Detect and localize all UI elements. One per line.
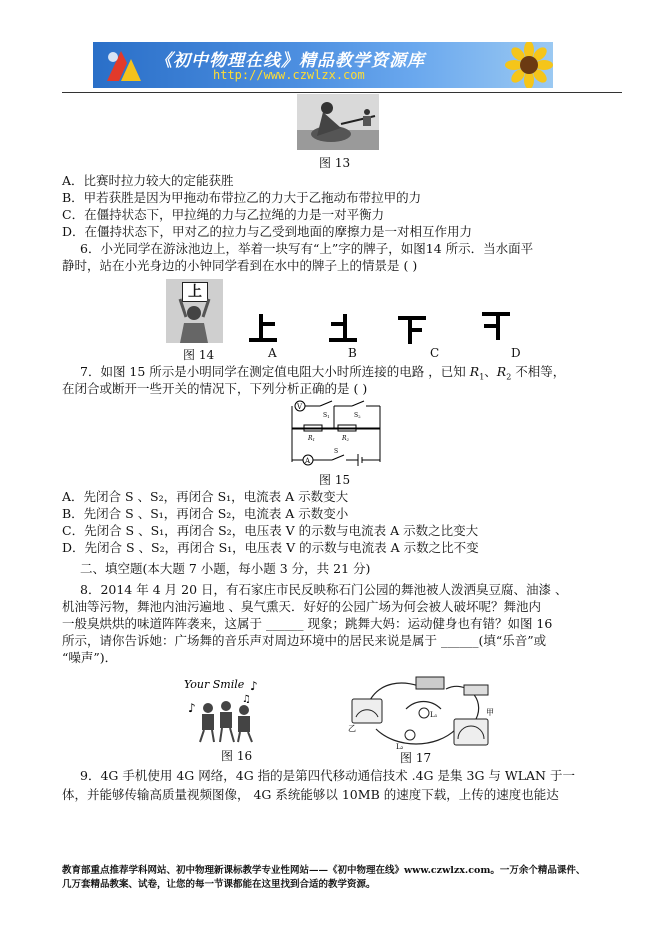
option-a-glyph [247, 312, 279, 344]
option-d-label: D [511, 346, 521, 360]
q8-line4: 所示，请你告诉她：广场舞的音乐声对周边环境中的居民来说是属于 ______(填“乐音”或 [62, 633, 547, 648]
q8-line5: “噪声”)． [62, 650, 118, 665]
option-b-glyph [327, 312, 359, 344]
q5-option-c: C．在僵持状态下，甲拉绳的力与乙拉绳的力是一对平衡力 [62, 207, 385, 222]
q7-line1: 7．如图 15 所示是小明同学在测定值电阻大小时所连接的电路 ，已知 $R_1$、$R_2$ 不相等， [80, 364, 566, 382]
option-a-label: A [268, 346, 277, 360]
footer-line1: 教育部重点推荐学科网站、初中物理新课标教学专业性网站——《初中物理在线》www.czwlzx.com。一万余个精品课件、 [62, 865, 586, 876]
fig14-sign: 上 [182, 282, 208, 302]
fig14-caption: 图 14 [183, 348, 215, 362]
svg-text:R1: R1 [308, 435, 316, 442]
q5-option-d: D．在僵持状态下，甲对乙的拉力与乙受到地面的摩擦力是一对相互作用力 [62, 224, 473, 239]
q9-line2: 体，并能够传输高质量视频图像， 4G 系统能够以 10MB 的速度下载，上传的速度也能达 [62, 787, 559, 802]
svg-text:S: S [334, 448, 339, 455]
svg-text:L₂: L₂ [396, 743, 404, 751]
sunflower-icon [505, 42, 553, 88]
fig17-caption: 图 17 [400, 751, 432, 765]
svg-text:♪: ♪ [188, 701, 196, 715]
banner-title: 《初中物理在线》精品教学资源库 [155, 51, 425, 71]
q8-line2: 机油等污物，舞池内油污遍地 、臭气熏天．好好的公园广场为何会被人破坏呢？舞池内 [62, 599, 541, 614]
fig14-photo [166, 279, 223, 343]
svg-text:乙: 乙 [348, 724, 356, 733]
svg-text:♪: ♪ [250, 679, 258, 693]
option-b-label: B [348, 346, 357, 360]
person-icon [166, 279, 223, 343]
q7-option-c: C．先闭合 S 、S₁，再闭合 S₂，电压表 V 的示数与电流表 A 示数之比变大 [62, 523, 479, 538]
q5-option-b: B．甲若获胜是因为甲拖动布带拉乙的力大于乙拖动布带拉甲的力 [62, 190, 422, 205]
q7-option-a: A．先闭合 S 、S₂，再闭合 S₁，电流表 A 示数变大 [62, 489, 349, 504]
svg-text:S1: S1 [323, 412, 330, 419]
svg-text:R2: R2 [342, 435, 350, 442]
option-c-glyph [396, 314, 428, 346]
header-rule [62, 92, 622, 93]
fig16-image [180, 672, 276, 744]
footer-line2: 几万套精品教案、试卷，让您的每一节课都能在这里找到合适的教学资源。 [62, 879, 376, 890]
svg-text:Your Smile: Your Smile [184, 678, 245, 691]
fig13-caption: 图 13 [319, 156, 351, 170]
fig17-image [346, 669, 496, 751]
q5-option-a: A．比赛时拉力较大的定能获胜 [62, 173, 234, 188]
fig13-image [297, 94, 379, 150]
section2-heading: 二、填空题(本大题 7 小题，每小题 3 分，共 21 分) [80, 561, 371, 576]
q7-line2: 在闭合或断开一些开关的情况下，下列分析正确的是 ( ) [62, 381, 368, 396]
svg-text:S2: S2 [354, 412, 361, 419]
svg-text:L₁: L₁ [430, 711, 438, 719]
fig16-caption: 图 16 [221, 749, 253, 763]
banner-url[interactable]: http://www.czwlzx.com [213, 68, 365, 82]
q8-line1: 8．2014 年 4 月 20 日，有石家庄市民反映称石门公园的舞池被人泼洒臭豆腐、油漆 、 [80, 582, 568, 597]
q7-option-d: D．先闭合 S 、S₂，再闭合 S₁，电压表 V 的示数与电流表 A 示数之比不变 [62, 540, 479, 555]
logo-icon [99, 45, 147, 85]
ammeter-label: A [305, 457, 311, 465]
q6-line2: 静时，站在小光身边的小钟同学看到在水中的牌子上的情景是 ( ) [62, 258, 418, 273]
footer [62, 864, 622, 892]
q9-line1: 9．4G 手机使用 4G 网络，4G 指的是第四代移动通信技术 .4G 是集 3G 与 WLAN 于一 [80, 768, 575, 783]
q8-line3: 一般臭烘烘的味道阵阵袭来，这属于 ______ 现象；跳舞大妈：运动健身也有错？如图 16 [62, 616, 553, 631]
fig15-circuit [288, 396, 384, 468]
svg-text:♫: ♫ [242, 694, 251, 705]
q6-line1: 6．小光同学在游泳池边上，举着一块写有“上”字的牌子，如图14 所示．当水面平 [80, 241, 534, 256]
svg-text:甲: 甲 [486, 708, 494, 717]
voltmeter-label: V [297, 403, 303, 411]
header-banner [93, 42, 553, 88]
option-d-glyph [480, 310, 512, 342]
fig15-caption: 图 15 [319, 473, 351, 487]
q7-option-b: B．先闭合 S 、S₁，再闭合 S₂，电流表 A 示数变小 [62, 506, 349, 521]
option-c-label: C [430, 346, 440, 360]
